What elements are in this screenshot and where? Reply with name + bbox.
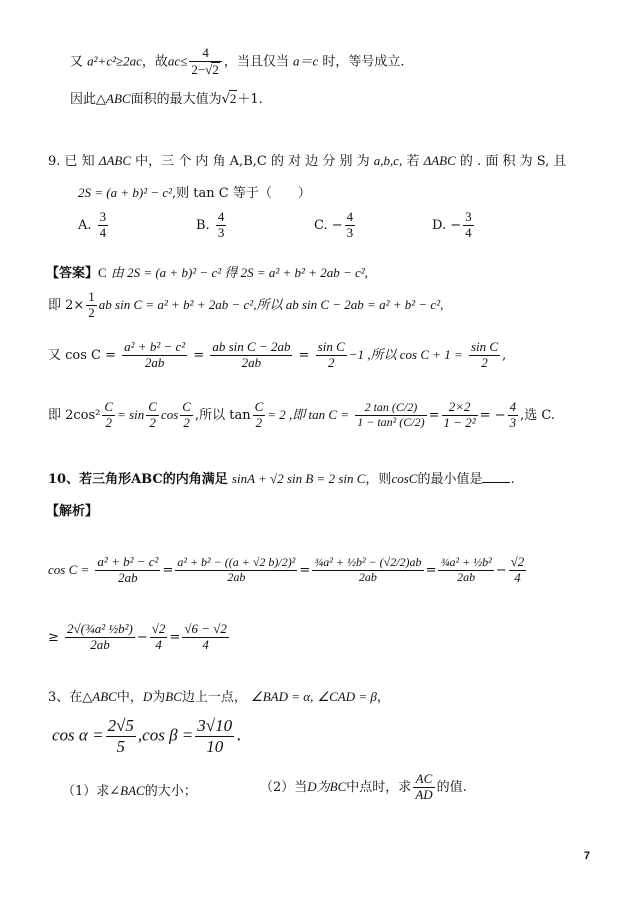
numerator: 2×2 bbox=[442, 400, 478, 416]
denominator: AD bbox=[415, 786, 433, 802]
math: ∠BAD = α, bbox=[251, 689, 314, 704]
math: cos C = bbox=[48, 561, 90, 577]
denominator: 2ab bbox=[457, 569, 476, 584]
text: ≥ bbox=[48, 629, 59, 645]
denominator: 3 bbox=[217, 224, 225, 240]
denominator: 4 bbox=[155, 636, 162, 652]
numerator: ¾a² + ½b² bbox=[440, 555, 492, 570]
fraction bbox=[189, 46, 221, 78]
text: （1）求∠ bbox=[62, 784, 121, 799]
math: a²+c²≥2ac bbox=[87, 53, 142, 69]
fraction bbox=[150, 622, 168, 653]
numerator: C bbox=[254, 399, 264, 414]
numerator: ab sin C − 2ab bbox=[212, 339, 291, 354]
denominator: 2ab bbox=[90, 636, 110, 652]
q3-stem bbox=[48, 686, 640, 705]
math: = 2 ,即 tan C = bbox=[267, 406, 350, 422]
numerator: 3 bbox=[465, 209, 472, 224]
math: ∠CAD = β bbox=[317, 689, 377, 704]
fraction bbox=[182, 622, 229, 653]
numerator: 4 bbox=[189, 46, 221, 62]
text: 若 bbox=[406, 154, 420, 169]
fraction bbox=[312, 556, 423, 585]
numerator: 4 bbox=[509, 399, 517, 414]
fraction bbox=[102, 400, 115, 431]
math: = sin bbox=[117, 406, 145, 422]
numerator: 3√10 bbox=[197, 716, 233, 735]
denominator: 4 bbox=[99, 224, 107, 240]
q10-stem bbox=[48, 468, 640, 487]
text: 因此△ bbox=[70, 92, 106, 107]
text: = bbox=[193, 347, 205, 363]
denominator: 2 bbox=[88, 304, 95, 320]
fraction bbox=[253, 400, 266, 431]
fraction bbox=[122, 340, 187, 371]
fraction bbox=[355, 401, 426, 430]
math: sinA + √2 sin B = 2 sin C bbox=[231, 471, 366, 486]
radicand: 2 bbox=[212, 61, 219, 77]
fraction bbox=[316, 340, 347, 371]
fraction bbox=[98, 210, 109, 241]
text: = bbox=[298, 347, 310, 363]
text: 中， bbox=[116, 690, 143, 705]
q9-step2 bbox=[48, 290, 640, 321]
fraction bbox=[86, 290, 97, 321]
math: a＝c bbox=[292, 53, 319, 69]
math: cos α = bbox=[52, 725, 104, 745]
text: 10、若三角形ABC的内角满足 bbox=[48, 472, 228, 487]
math: cos bbox=[160, 406, 179, 422]
math: ΔABC bbox=[423, 153, 456, 168]
numerator: C bbox=[104, 399, 114, 414]
answer-tag: 【答案】 bbox=[46, 266, 99, 281]
radicand: 2 bbox=[229, 91, 237, 106]
option-a bbox=[78, 210, 110, 241]
math: D为BC bbox=[307, 778, 347, 794]
denominator: 2ab bbox=[241, 354, 262, 370]
fraction bbox=[508, 400, 519, 431]
option-label: A. bbox=[78, 217, 92, 233]
numerator: a² + b² − ((a + √2 b)/2)² bbox=[177, 555, 296, 570]
numerator: C bbox=[148, 399, 157, 414]
fraction bbox=[65, 622, 135, 653]
numerator: sin C bbox=[317, 339, 345, 354]
answer-blank bbox=[482, 472, 510, 483]
math: ABC bbox=[92, 689, 117, 704]
analysis-tag: 【解析】 bbox=[46, 504, 99, 519]
denominator: 2 bbox=[149, 414, 156, 430]
numerator: a² + b² − c² bbox=[124, 339, 186, 354]
option-c bbox=[314, 210, 357, 241]
numerator: 4 bbox=[346, 209, 354, 224]
math: cosC bbox=[391, 471, 418, 486]
numerator: ¾a² + ½b² − (√2/2)ab bbox=[314, 555, 422, 570]
denominator: 2 bbox=[105, 414, 112, 430]
text: ，故 bbox=[141, 54, 168, 70]
fraction bbox=[463, 210, 474, 241]
fraction bbox=[106, 716, 136, 756]
math: ab sin C = a² + b² + 2ab − c²,所以 ab sin C − 2ab = a² + b² − c², bbox=[98, 296, 444, 312]
fraction bbox=[438, 556, 493, 585]
q10-row2: ≥ $\frac{\text{2√(¾a² ½b²)}}{2ab}$ − $\frac{√2}{4}$ = $\frac{√6 - √2}{4}$ bbox=[48, 621, 227, 652]
option-label: B. bbox=[196, 217, 210, 233]
q10-row1: cos C = $\frac{\text{a² + b² − c²}}{2ab}$ = $\frac{\text{a² + b² − ((a + √2 b)/2)²}}{2ab}$ = $\frac{\text{¾a² + ½b² − (√2/2)ab}}{2ab}$ = $\frac{\text{¾a² + ½b²}}{2ab}$ − $\frac{√2}{4}$ bbox=[48, 554, 525, 585]
text: 的最小值是 bbox=[417, 472, 483, 487]
q9-stem bbox=[48, 150, 640, 169]
denominator: 2ab bbox=[118, 569, 138, 585]
denominator: 2 bbox=[255, 414, 263, 430]
fraction bbox=[95, 555, 160, 586]
line-max-area: 因此△ABC面积的最大值为√2＋1. bbox=[70, 91, 263, 107]
numerator: a² + b² − c² bbox=[97, 554, 159, 569]
text: ,所以 tan bbox=[194, 407, 251, 423]
fraction bbox=[345, 210, 356, 241]
option-label: C. bbox=[314, 217, 328, 233]
text: ，则 bbox=[365, 472, 392, 487]
fraction bbox=[146, 400, 159, 431]
text: 9. 已 知 bbox=[48, 154, 95, 169]
math: D bbox=[142, 689, 153, 704]
denominator: 1 − tan² (C/2) bbox=[357, 414, 425, 429]
denominator: 2 bbox=[481, 354, 488, 370]
denominator: 5 bbox=[116, 736, 125, 756]
text: 3、在△ bbox=[48, 690, 93, 705]
math: a,b,c, bbox=[373, 153, 403, 168]
text: 即 2× bbox=[48, 297, 85, 313]
math: ,cos β = bbox=[137, 725, 194, 745]
denominator: 2ab bbox=[358, 569, 377, 584]
fraction bbox=[210, 340, 292, 371]
text: 中，三 个 内 角 A,B,C 的 对 边 分 别 为 bbox=[135, 154, 370, 169]
fraction bbox=[509, 555, 527, 586]
math: ac≤ bbox=[167, 53, 188, 69]
text: 又 bbox=[70, 54, 84, 70]
text: （2）当 bbox=[260, 779, 308, 795]
numerator: 3 bbox=[99, 209, 107, 224]
denominator: 2−√2 bbox=[191, 61, 219, 77]
denominator: 2 bbox=[183, 414, 190, 430]
text: 又 cos C = bbox=[48, 347, 117, 363]
fraction bbox=[216, 210, 227, 241]
option-b bbox=[196, 210, 228, 241]
denominator: 4 bbox=[202, 636, 209, 652]
text: 的大小； bbox=[144, 784, 197, 799]
text: . bbox=[510, 472, 515, 487]
fraction bbox=[175, 556, 297, 585]
text: 2− bbox=[191, 61, 206, 77]
answer-choice: C bbox=[98, 265, 107, 280]
math: 2S = (a + b)² − c² bbox=[78, 185, 173, 200]
math: 由 2S = (a + b)² − c² 得 2S = a² + b² + 2ab − c², bbox=[110, 265, 368, 280]
q9-condition bbox=[78, 182, 640, 201]
denominator: 10 bbox=[206, 736, 224, 756]
text: . bbox=[236, 725, 242, 746]
denominator: 2ab bbox=[227, 569, 246, 584]
q3-cosines bbox=[52, 716, 640, 756]
denominator: 4 bbox=[465, 224, 472, 240]
text: ，当且仅当 bbox=[223, 54, 289, 70]
math: ΔABC bbox=[98, 153, 131, 168]
text: ,选 C. bbox=[520, 407, 555, 423]
numerator: sin C bbox=[470, 339, 499, 354]
option-d bbox=[432, 210, 476, 241]
q9-step4: 即 2cos² $\frac{C}{2}$ = sin $\frac{C}{2}$ cos $\frac{C}{2}$ ,所以 tan $\frac{C}{2}$ = 2 ,即 tan C = $\frac{2 \tan (C/2)}{\text{1 − tan² (C/2)}}$ = $\frac{2\times 2}{\text{1 − 2²}}$ = − $\frac{4}{3}$ ,选 C. bbox=[48, 399, 555, 430]
q10-jiexi bbox=[46, 500, 640, 519]
text: 中点时，求 bbox=[346, 779, 412, 795]
numerator: C bbox=[182, 399, 191, 414]
denominator: 4 bbox=[514, 569, 521, 585]
q9-answer bbox=[46, 262, 640, 281]
text: ， bbox=[376, 690, 390, 705]
text: ＋1. bbox=[237, 92, 263, 107]
text: ,则 tan C 等于（ ） bbox=[172, 186, 311, 201]
numerator: AC bbox=[413, 772, 434, 788]
text: 面积的最大值为 bbox=[130, 92, 222, 107]
numerator: 1 bbox=[88, 289, 95, 304]
math: BC bbox=[165, 689, 182, 704]
text: 为 bbox=[152, 690, 166, 705]
numerator: √6 − √2 bbox=[184, 621, 227, 636]
fraction bbox=[195, 716, 234, 756]
text: 时，等号成立. bbox=[322, 54, 405, 70]
text: 的值. bbox=[436, 779, 467, 795]
line-ac-inequality bbox=[70, 46, 640, 78]
numerator: 4 bbox=[217, 209, 225, 224]
q3-part1 bbox=[62, 780, 197, 799]
numerator: √2 bbox=[151, 621, 166, 636]
text: 的 . 面 积 为 S, 且 bbox=[459, 154, 567, 169]
numerator: 2 tan (C/2) bbox=[355, 401, 426, 416]
page-number: 7 bbox=[583, 850, 590, 862]
math: ABC bbox=[106, 91, 131, 106]
numerator: 2√5 bbox=[107, 716, 134, 735]
denominator: 3 bbox=[509, 414, 517, 430]
denominator: 2 bbox=[327, 354, 335, 370]
fraction bbox=[413, 772, 434, 803]
option-label: D. bbox=[432, 217, 447, 233]
fraction bbox=[180, 400, 193, 431]
sign: − bbox=[450, 217, 462, 233]
text: 即 2cos² bbox=[48, 407, 101, 423]
fraction bbox=[442, 400, 478, 431]
text: , bbox=[502, 347, 507, 363]
math: −1 ,所以 cos C + 1 = bbox=[348, 346, 463, 362]
numerator: 2√(¾a² ½b²) bbox=[67, 621, 133, 636]
denominator: 1 − 2² bbox=[443, 414, 476, 430]
numerator: √2 bbox=[510, 554, 525, 569]
sign: − bbox=[331, 217, 343, 233]
denominator: 3 bbox=[346, 224, 354, 240]
q3-part2 bbox=[260, 772, 467, 803]
q9-step3 bbox=[48, 340, 640, 371]
fraction bbox=[469, 340, 500, 371]
math: BAC bbox=[120, 783, 145, 798]
denominator: 2ab bbox=[144, 354, 165, 370]
text: 边上一点， bbox=[181, 690, 247, 705]
